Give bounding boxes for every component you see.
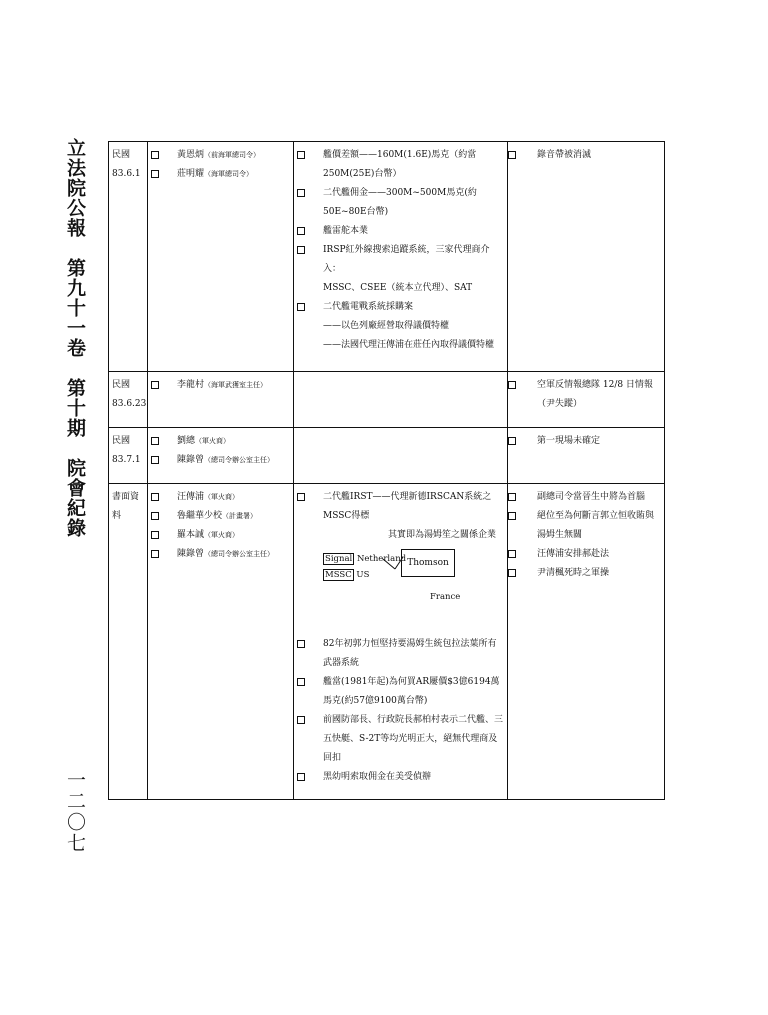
date-cell: 民國 83.6.1 — [109, 142, 148, 372]
list-item: 黑幼明索取佣金在美受偵辦 — [297, 768, 504, 787]
list-item: 艦價差額——160M(1.6E)馬克（約當250M(25E)台幣） — [297, 146, 504, 184]
notes-cell — [508, 428, 665, 484]
supplier-diagram — [297, 547, 504, 627]
list-item: 艦雷舵本業 — [297, 222, 504, 241]
list-item: 副總司令當晉生中將為首腦 — [511, 488, 661, 507]
checkbox-icon — [151, 531, 159, 539]
list-item: 陳錄曾（總司令辦公室主任） — [151, 545, 290, 564]
page-number: 一二〇七 — [64, 770, 86, 854]
checkbox-icon — [297, 246, 305, 254]
checkbox-icon — [508, 569, 516, 577]
checkbox-icon — [151, 170, 159, 178]
list-item: 陳錄曾（總司令辦公室主任） — [151, 451, 290, 470]
list-item: 劉總（軍火商） — [151, 432, 290, 451]
list-item: 絕位至為何斷言郭立恒收賄與湯姆生無關 — [511, 507, 661, 545]
checkbox-icon — [508, 550, 516, 558]
checkbox-icon — [508, 437, 516, 445]
items-cell — [294, 142, 508, 372]
checkbox-icon — [508, 493, 516, 501]
list-item: ——法國代理汪傳浦在莊任內取得議價特權 — [323, 340, 495, 350]
netherland-label: Netherland — [356, 554, 407, 564]
list-item: 錄音帶被消滅 — [511, 146, 661, 165]
date-cell: 民國 83.6.23 — [109, 372, 148, 428]
thomson-box: Thomson — [401, 549, 455, 577]
list-item: 莊明耀（海軍總司令） — [151, 165, 290, 184]
checkbox-icon — [508, 381, 516, 389]
date-cell: 民國 83.7.1 — [109, 428, 148, 484]
list-item: IRSP紅外線搜索追蹤系統，三家代理商介入： — [297, 241, 504, 279]
checkbox-icon — [297, 227, 305, 235]
checkbox-icon — [151, 550, 159, 558]
list-item: 第一現場未確定 — [511, 432, 661, 451]
table-row — [109, 484, 665, 800]
notes-cell — [508, 372, 665, 428]
checkbox-icon — [151, 381, 159, 389]
list-item: 二代艦電戰系統採購案 — [297, 298, 504, 317]
checkbox-icon — [151, 512, 159, 520]
people-cell — [148, 428, 294, 484]
list-item: 汪傳浦安排郝赴法 — [511, 545, 661, 564]
checkbox-icon — [297, 773, 305, 781]
checkbox-icon — [297, 189, 305, 197]
list-item: 前國防部長、行政院長郝柏村表示二代艦、三五快艇、S-2T等均光明正大，絕無代理商及回扣 — [297, 711, 504, 768]
list-item: 羅本誠（軍火商） — [151, 526, 290, 545]
people-cell — [148, 372, 294, 428]
items-cell — [294, 484, 508, 800]
list-item: 二代艦佣金——300M~500M馬克(約50E~80E台幣) — [297, 184, 504, 222]
checkbox-icon — [297, 640, 305, 648]
list-item: 其實即為湯姆笙之關係企業 — [387, 530, 496, 540]
france-label: France — [430, 592, 461, 602]
checkbox-icon — [508, 512, 516, 520]
people-cell — [148, 484, 294, 800]
checkbox-icon — [297, 716, 305, 724]
notes-cell — [508, 484, 665, 800]
list-item: 黃恩炳（前海軍總司令） — [151, 146, 290, 165]
checkbox-icon — [151, 151, 159, 159]
checkbox-icon — [508, 151, 516, 159]
list-item: 李龍村（海軍武獲室主任） — [151, 376, 290, 395]
items-cell — [294, 428, 508, 484]
people-cell — [148, 142, 294, 372]
checkbox-icon — [297, 151, 305, 159]
notes-cell — [508, 142, 665, 372]
checkbox-icon — [151, 437, 159, 445]
table-row — [109, 372, 665, 428]
list-item: 82年初郭力恒堅持要湯姆生統包拉法葉所有武器系統 — [297, 635, 504, 673]
checkbox-icon — [297, 303, 305, 311]
list-item: MSSC、CSEE（統本立代理）、SAT — [323, 283, 473, 293]
record-table — [108, 141, 665, 800]
list-item: 二代艦IRST——代理新德IRSCAN系統之MSSC得標 — [297, 488, 504, 526]
table-row — [109, 428, 665, 484]
checkbox-icon — [297, 678, 305, 686]
date-cell: 書面資料 — [109, 484, 148, 800]
checkbox-icon — [297, 493, 305, 501]
gazette-header: 立法院公報 第九十一卷 第十期 院會紀錄 — [64, 138, 86, 538]
mssc-label: MSSC — [325, 570, 352, 580]
us-label: US — [356, 570, 370, 580]
table-row — [109, 142, 665, 372]
list-item: 尹清楓死時之軍操 — [511, 564, 661, 583]
list-item: 魯繼華少校（計畫署） — [151, 507, 290, 526]
checkbox-icon — [151, 493, 159, 501]
checkbox-icon — [151, 456, 159, 464]
list-item: ——以色列廠經營取得議價特權 — [323, 321, 450, 331]
list-item: 空軍反情報總隊 12/8 日情報（尹失蹤） — [511, 376, 661, 414]
list-item: 汪傳浦（軍火商） — [151, 488, 290, 507]
items-cell — [294, 372, 508, 428]
signal-label: Signal — [325, 554, 353, 564]
list-item: 艦當(1981年起)為何買AR屢價$3億6194萬馬克(約57億9100萬台幣) — [297, 673, 504, 711]
